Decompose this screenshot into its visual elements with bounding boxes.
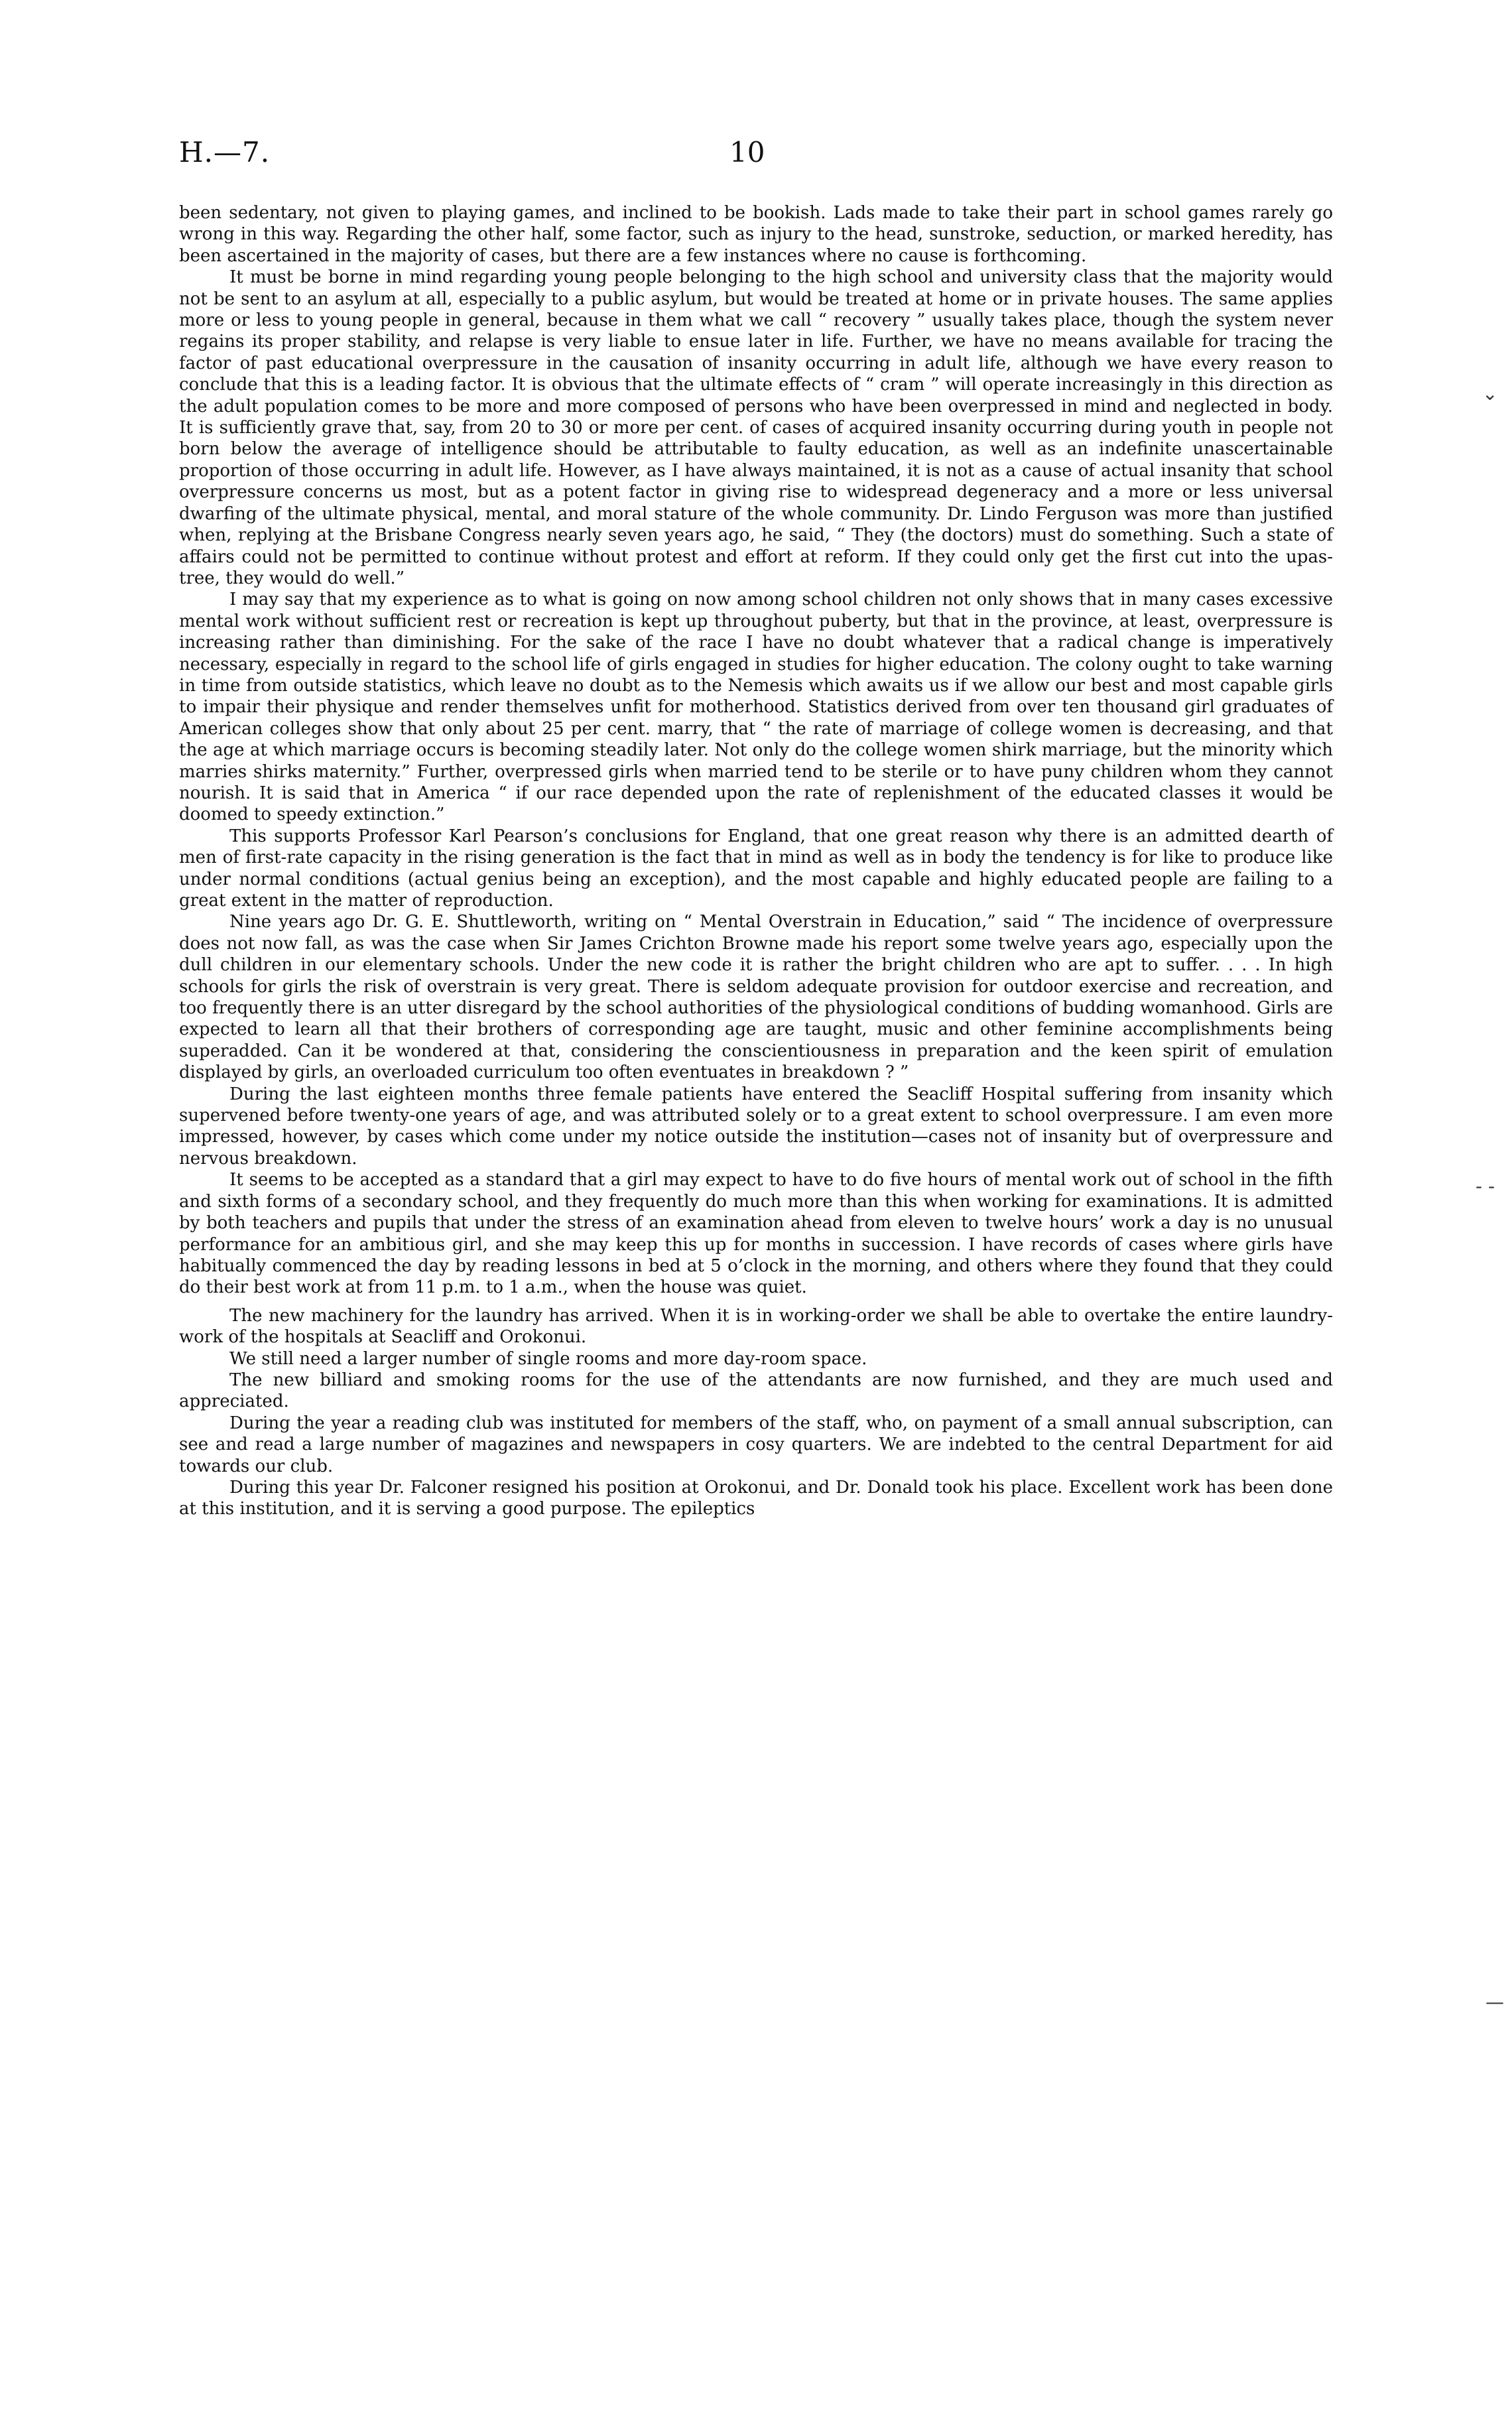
paragraph-5: Nine years ago Dr. G. E. Shuttleworth, writing on “ Mental Overstrain in Education,” said “ The incidence of overpressure does not now fall, as was the case when Sir James Crichton Browne made his report some twelve years ago, especially upon the dull children in our elementary schools. Under the new code it is rather the bright children who are apt to suffer. . . . In high schools for girls the risk of overstrain is very great. There is seldom adequate provision for outdoor exercise and recreation, and too frequently there is an utter disregard by the school authorities of the physiological conditions of budding womanhood. Girls are expected to learn all that their brothers of corresponding age are taught, music and other feminine accomplishments being superadded. Can it be wondered at that, considering the conscientiousness in preparation and the keen spirit of emulation displayed by girls, an overloaded curriculum too often eventuates in breakdown ? ”: [179, 912, 1333, 1083]
document-reference: H.—7.: [179, 136, 271, 168]
paragraph-8: The new machinery for the laundry has arrived. When it is in working-order we shall be able to overtake the entire laundry-work of the hospitals at Seacliff and Orokonui.: [179, 1305, 1333, 1348]
body-text: [179, 202, 1333, 1520]
page-number: 10: [729, 136, 765, 168]
paragraph-9: We still need a larger number of single rooms and more day-room space.: [229, 1348, 867, 1369]
paragraph-1: been sedentary, not given to playing games, and inclined to be bookish. Lads made to take their part in school games rarely go wrong in this way. Regarding the other half, some factor, such as injury to the head, sunstroke, seduction, or marked heredity, has been ascertained in the majority of cases, but there are a few instances where no cause is forthcoming.: [179, 203, 1333, 266]
paragraph-2: It must be borne in mind regarding young people belonging to the high school and university class that the majority would not be sent to an asylum at all, especially to a public asylum, but would be treated at home or in private houses. The same applies more or less to young people in general, because in them what we call “ recovery ” usually takes place, though the system never regains its proper stability, and relapse is very liable to ensue later in life. Further, we have no means available for tracing the factor of past educational overpressure in the causation of insanity occurring in adult life, although we have every reason to conclude that this is a leading factor. It is obvious that the ultimate effects of “ cram ” will operate increasingly in this direction as the adult population comes to be more and more composed of persons who have been overpressed in mind and neglected in body. It is sufficiently grave that, say, from 20 to 30 or more per cent. of cases of acquired insanity occurring during youth in people not born below the average of intelligence should be attributable to faulty education, as well as an indefinite unascertainable proportion of those occurring in adult life. However, as I have always maintained, it is not as a cause of actual insanity that school overpressure concerns us most, but as a potent factor in giving rise to widespread degeneracy and a more or less universal dwarfing of the ultimate physical, mental, and moral stature of the whole community. Dr. Lindo Ferguson was more than justified when, replying at the Brisbane Congress nearly seven years ago, he said, “ They (the doctors) must do something. Such a state of affairs could not be permitted to continue without protest and effort at reform. If they could only get the first cut into the upas-tree, they would do well.”: [179, 267, 1333, 588]
paragraph-6: During the last eighteen months three female patients have entered the Seacliff Hospital suffering from insanity which supervened before twenty-one years of age, and was attributed solely or to a great extent to school overpressure. I am even more impressed, however, by cases which come under my notice outside the institution—cases not of insanity but of overpressure and nervous breakdown.: [179, 1084, 1333, 1169]
paragraph-10: The new billiard and smoking rooms for the use of the attendants are now furnished, and they are much used and appreciated.: [179, 1370, 1333, 1412]
paragraph-11: During the year a reading club was instituted for members of the staff, who, on payment of a small annual subscription, can see and read a large number of magazines and newspapers in cosy quarters. We are indebted to the central Department for aid towards our club.: [179, 1413, 1333, 1476]
margin-mark-3: —: [1485, 1991, 1504, 2013]
page-header: [179, 136, 1333, 176]
margin-mark-1: ⌄: [1482, 383, 1498, 405]
paragraph-7: It seems to be accepted as a standard that a girl may expect to have to do five hours of mental work out of school in the fifth and sixth forms of a secondary school, and they frequently do much more than this when working for examinations. It is admitted by both teachers and pupils that under the stress of an examination ahead from eleven to twelve hours’ work a day is no unusual performance for an ambitious girl, and she may keep this up for months in succession. I have records of cases where girls have habitually commenced the day by reading lessons in bed at 5 o’clock in the morning, and others where they found that they could do their best work at from 11 p.m. to 1 a.m., when the house was quiet.: [179, 1170, 1333, 1298]
margin-mark-2: - -: [1476, 1175, 1495, 1197]
paragraph-12: During this year Dr. Falconer resigned his position at Orokonui, and Dr. Donald took his place. Excellent work has been done at this institution, and it is serving a good purpose. The epileptics: [179, 1477, 1333, 1519]
paragraph-3: I may say that my experience as to what is going on now among school children not only shows that in many cases excessive mental work without sufficient rest or recreation is kept up throughout puberty, but that in the province, at least, overpressure is increasing rather than diminishing. For the sake of the race I have no doubt whatever that a radical change is imperatively necessary, especially in regard to the school life of girls engaged in studies for higher education. The colony ought to take warning in time from outside statistics, which leave no doubt as to the Nemesis which awaits us if we allow our best and most capable girls to impair their physique and render themselves unfit for motherhood. Statistics derived from over ten thousand girl graduates of American colleges show that only about 25 per cent. marry, that “ the rate of marriage of college women is decreasing, and that the age at which marriage occurs is becoming steadily later. Not only do the college women shirk marriage, but the minority which marries shirks maternity.” Further, overpressed girls when married tend to be sterile or to have puny children whom they cannot nourish. It is said that in America “ if our race depended upon the rate of replenishment of the educated classes it would be doomed to speedy extinction.”: [179, 590, 1333, 825]
paragraph-4: This supports Professor Karl Pearson’s conclusions for England, that one great reason why there is an admitted dearth of men of first-rate capacity in the rising generation is the fact that in mind as well as in body the tendency is for like to produce like under normal conditions (actual genius being an exception), and the most capable and highly educated people are failing to a great extent in the matter of reproduction.: [179, 826, 1333, 911]
